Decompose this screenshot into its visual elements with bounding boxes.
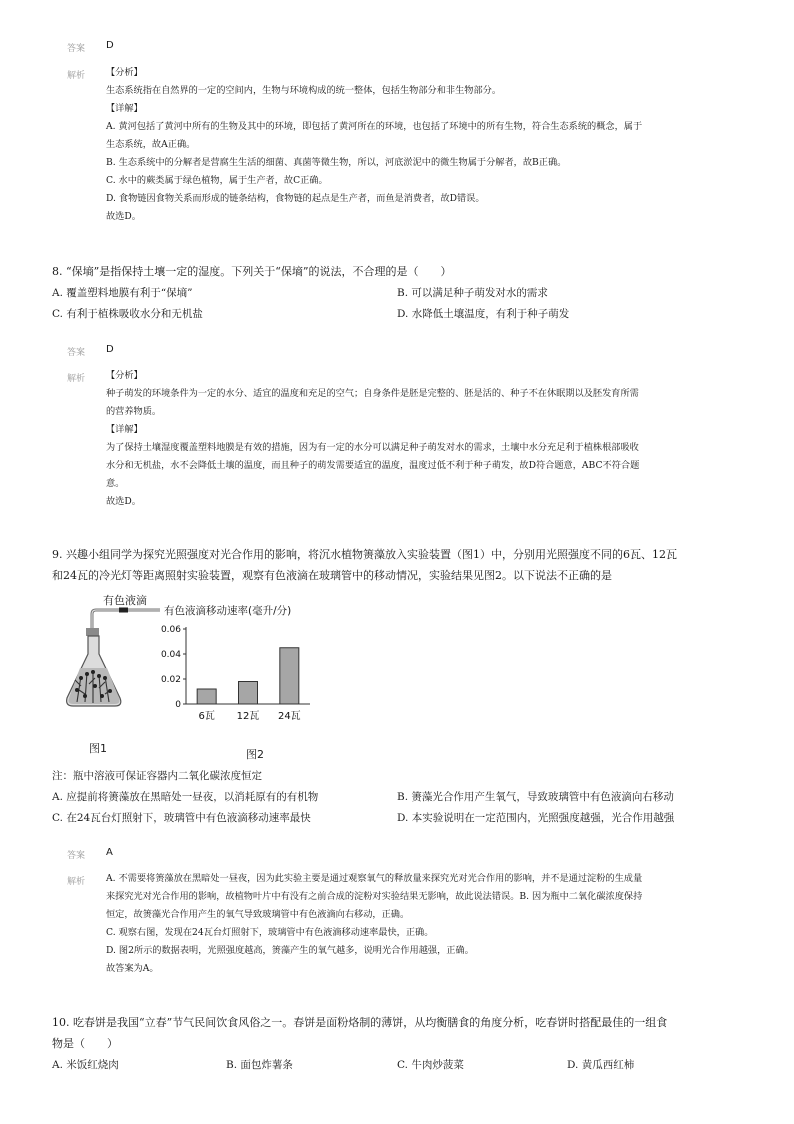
- q10-option-b[interactable]: B. 面包炸薯条: [226, 1059, 293, 1071]
- y-tick-label: 0.06: [160, 625, 181, 635]
- q9-answer: A: [106, 847, 113, 858]
- y-tick-label: 0: [175, 700, 181, 710]
- q8-answer: D: [106, 344, 114, 355]
- q10-option-a[interactable]: A. 米饭红烧肉: [52, 1059, 119, 1071]
- bar-3: [280, 648, 299, 704]
- q7-analysis: [106, 64, 734, 226]
- q9-analysis-line: 恒定，故箦藻光合作用产生的氧气导致玻璃管中有色液滴向右移动，正确。: [106, 909, 410, 920]
- q8-analysis-line: 故选D。: [106, 496, 141, 507]
- figure-1-apparatus: [55, 592, 165, 755]
- q7-analysis-line: C. 水中的蕨类属于绿色植物，属于生产者，故C正确。: [106, 175, 328, 186]
- q10-option-c[interactable]: C. 牛肉炒菠菜: [397, 1059, 464, 1071]
- analysis-label: 解析: [67, 877, 86, 887]
- q9-analysis-line: 故答案为A。: [106, 963, 159, 974]
- q9-option-a[interactable]: A. 应提前将箦藻放在黑暗处一昼夜，以消耗原有的有机物: [52, 791, 319, 803]
- q8-option-d[interactable]: D. 水降低土壤温度，有利于种子萌发: [397, 308, 570, 320]
- q7-analysis-line: 【详解】: [106, 103, 143, 114]
- x-tick-label: 6瓦: [198, 711, 215, 722]
- q10-stem-line-1: 10. 吃春饼是我国“立春”节气民间饮食风俗之一。春饼是面粉烙制的薄饼，从均衡膳食的角度分析，吃春饼时搭配最佳的一组食: [52, 1016, 668, 1029]
- q10-option-d[interactable]: D. 黄瓜西红柿: [567, 1059, 635, 1071]
- q8-option-a[interactable]: A. 覆盖塑料地膜有利于“保墒”: [52, 287, 193, 299]
- q8-option-c[interactable]: C. 有利于植株吸收水分和无机盐: [52, 308, 203, 320]
- q8-stem: 8. “保墒”是指保持土壤一定的湿度。下列关于“保墒”的说法，不合理的是（ ）: [52, 265, 452, 278]
- x-tick-label: 24瓦: [277, 711, 301, 722]
- q7-analysis-line: A. 黄河包括了黄河中所有的生物及其中的环境，即包括了黄河所在的环境，也包括了环境中的所有生物，符合生态系统的概念，属于: [106, 121, 643, 132]
- bar-chart: [160, 619, 320, 729]
- flask-illustration: [55, 606, 165, 712]
- q8-analysis-line: 为了保持土壤湿度覆盖塑料地膜是有效的措施，因为有一定的水分可以满足种子萌发对水的需求，土壤中水分充足利于植株根部吸收: [106, 442, 639, 453]
- fig2-caption: 图2: [246, 748, 264, 761]
- analysis-label: 解析: [67, 71, 86, 81]
- q9-option-b[interactable]: B. 箦藻光合作用产生氧气，导致玻璃管中有色液滴向右移动: [397, 791, 674, 803]
- q9-analysis-line: A. 不需要将箦藻放在黑暗处一昼夜，因为此实验主要是通过观察氧气的释放量来探究光对光合作用的影响，并不是通过淀粉的生成量: [106, 873, 643, 884]
- q9-stem-line-1: 9. 兴趣小组同学为探究光照强度对光合作用的影响，将沉水植物箦藻放入实验装置（图1）中，分别用光照强度不同的6瓦、12瓦: [52, 548, 677, 561]
- figure-2-chart: [160, 603, 320, 763]
- q9-stem-line-2: 和24瓦的冷光灯等距离照射实验装置，观察有色液滴在玻璃管中的移动情况，实验结果见图2。以下说法不正确的是: [52, 569, 612, 582]
- q8-analysis: [106, 367, 734, 511]
- fig1-caption: 图1: [89, 742, 107, 755]
- q8-analysis-line: 水分和无机盐，水不会降低土壤的温度，而且种子的萌发需要适宜的温度，温度过低不利于种子萌发，故D符合题意，ABC不符合题: [106, 460, 640, 471]
- answer-label: 答案: [67, 851, 86, 861]
- q8-analysis-line: 的营养物质。: [106, 406, 162, 417]
- q8-analysis-line: 意。: [106, 478, 125, 489]
- y-tick-label: 0.04: [160, 650, 181, 660]
- q7-analysis-line: D. 食物链因食物关系而形成的链条结构，食物链的起点是生产者，而鱼是消费者，故D错误。: [106, 193, 485, 204]
- q9-option-c[interactable]: C. 在24瓦台灯照射下，玻璃管中有色液滴移动速率最快: [52, 812, 311, 824]
- q9-option-d[interactable]: D. 本实验说明在一定范围内，光照强度越强，光合作用越强: [397, 812, 675, 824]
- chart-title: 有色液滴移动速率(毫升/分): [164, 605, 292, 617]
- q9-analysis-line: C. 观察右图，发现在24瓦台灯照射下，玻璃管中有色液滴移动速率最快，正确。: [106, 927, 434, 938]
- bar-1: [197, 689, 216, 704]
- x-tick-label: 12瓦: [236, 711, 260, 722]
- q7-analysis-line: 生态系统指在自然界的一定的空间内，生物与环境构成的统一整体，包括生物部分和非生物部分。: [106, 85, 502, 96]
- q8-analysis-line: 【分析】: [106, 370, 143, 381]
- q9-analysis: [106, 870, 734, 978]
- q9-analysis-line: D. 图2所示的数据表明，光照强度越高，箦藻产生的氧气越多，说明光合作用越强，正确。: [106, 945, 474, 956]
- y-tick-label: 0.02: [160, 675, 181, 685]
- answer-label: 答案: [67, 44, 86, 54]
- analysis-label: 解析: [67, 374, 86, 384]
- fig1-droplet-label: 有色液滴: [103, 594, 147, 607]
- q10-stem-line-2: 物是（ ）: [52, 1037, 118, 1050]
- q8-option-b[interactable]: B. 可以满足种子萌发对水的需求: [397, 287, 548, 299]
- q7-analysis-line: B. 生态系统中的分解者是营腐生生活的细菌、真菌等微生物，所以，河底淤泥中的微生物属于分解者，故B正确。: [106, 157, 567, 168]
- q7-analysis-line: 生态系统，故A正确。: [106, 139, 196, 150]
- q8-analysis-line: 种子萌发的环境条件为一定的水分、适宜的温度和充足的空气；自身条件是胚是完整的、胚是活的、种子不在休眠期以及胚发育所需: [106, 388, 639, 399]
- q9-analysis-line: 来探究光对光合作用的影响，故植物叶片中有没有之前合成的淀粉对实验结果无影响，故此说法错误。B. 因为瓶中二氧化碳浓度保持: [106, 891, 643, 902]
- q7-answer: D: [106, 40, 114, 51]
- bar-2: [239, 682, 258, 705]
- q7-analysis-line: 故选D。: [106, 211, 141, 222]
- q8-analysis-line: 【详解】: [106, 424, 143, 435]
- q9-note: 注：瓶中溶液可保证容器内二氧化碳浓度恒定: [52, 770, 262, 782]
- answer-label: 答案: [67, 348, 86, 358]
- q7-analysis-line: 【分析】: [106, 67, 143, 78]
